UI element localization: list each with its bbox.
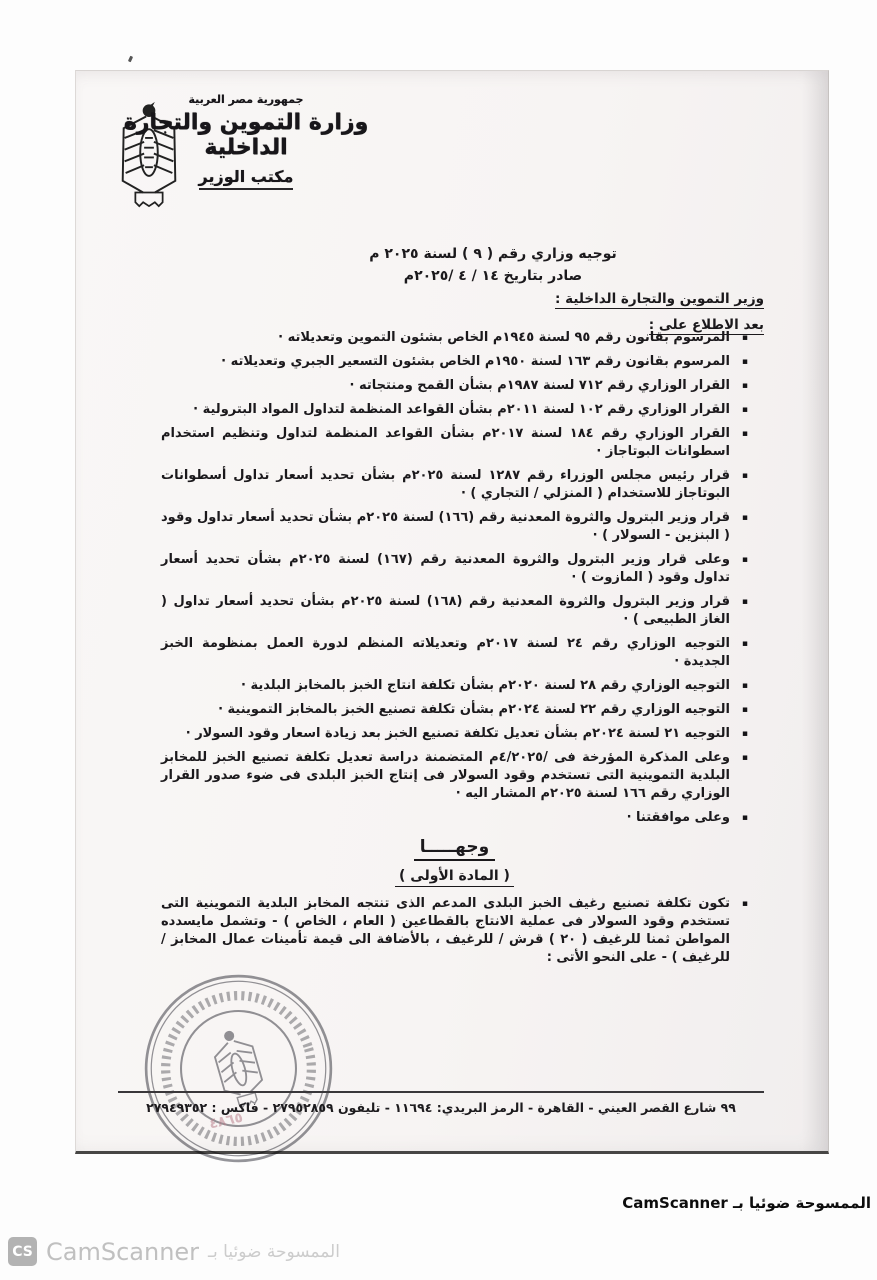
document-page: [75, 70, 829, 1154]
footer-divider: [118, 1091, 764, 1093]
handwritten-note: ٤٨٦٥: [207, 1109, 245, 1133]
camscanner-watermark-left: [8, 1237, 340, 1266]
ministry-name: وزارة التموين والتجارة الداخلية: [123, 110, 369, 160]
bullet-square-icon: [740, 467, 748, 503]
review-item: ▪ وعلى موافقتنا ·: [161, 809, 748, 827]
issue-date-line: صادر بتاريخ ١٤ / ٤ /٢٠٢٥م: [403, 268, 583, 284]
article-one-body: ▪ تكون تكلفة تصنيع رغيف الخبز البلدى المدعم الذى تنتجه المخابز البلدية التموينية التى تستخدم وقود السولار فى عملية الانتاج بالقطاعين ( العام ، الخاص ) - وتشمل مايسدده المواطن ثمنا للرغيف ( ٢٠ ) قرش / للرغيف ، بالأضافة الى قيمة تأمينات عمال المخابز / للرغيف ) - على النحو الأتى :: [161, 895, 748, 967]
camscanner-brand-label: CamScanner: [46, 1237, 200, 1266]
bullet-square-icon: [740, 635, 748, 671]
review-item: ▪ القرار الوزاري رقم ١٨٤ لسنة ٢٠١٧م بشأن القواعد المنظمة لتداول وتنظيم استخدام اسطوانات البوتاجاز ·: [161, 425, 748, 461]
review-item: ▪ قرار وزير البترول والثروة المعدنية رقم (١٦٨) لسنة ٢٠٢٥م بشأن تحديد أسعار تداول ( الغاز الطبيعى ) ·: [161, 593, 748, 629]
bullet-square-icon: [740, 329, 748, 347]
footer-address: ٩٩ شارع القصر العيني - القاهرة - الرمز البريدي: ١١٦٩٤ - تليفون ٢٧٩٥٢٨٥٩ - فاكس : ٢٧٩٤٩٣٥٢: [146, 1100, 736, 1115]
scan-speck: [128, 56, 133, 63]
bullet-square-icon: [740, 701, 748, 719]
bullet-square-icon: [740, 593, 748, 629]
bullet-square-icon: [740, 401, 748, 419]
bullet-square-icon: [740, 377, 748, 395]
bullet-square-icon: [740, 809, 748, 827]
republic-name: جمهورية مصر العربية: [188, 93, 304, 106]
review-item: ▪ التوجيه الوزاري رقم ٢٨ لسنة ٢٠٢٠م بشأن تكلفة انتاج الخبز بالمخابز البلدية ·: [161, 677, 748, 695]
bullet-square-icon: [740, 749, 748, 803]
bullet-square-icon: [740, 895, 748, 967]
review-item: ▪ التوجيه الوزاري رقم ٢٢ لسنة ٢٠٢٤م بشأن تكلفة تصنيع الخبز بالمخابز التموينية ·: [161, 701, 748, 719]
minister-office-label: مكتب الوزير: [199, 167, 294, 190]
directive-number-line: توجيه وزاري رقم ( ٩ ) لسنة ٢٠٢٥ م: [369, 246, 617, 262]
document-body: [161, 329, 748, 973]
review-item: ▪ التوجيه الوزاري رقم ٢٤ لسنة ٢٠١٧م وتعديلاته المنظم لدورة العمل بمنظومة الخبز الجديدة ·: [161, 635, 748, 671]
camscanner-logo-icon: CS: [8, 1237, 37, 1266]
scan-shadow-streak: [802, 71, 828, 1151]
letterhead: [101, 93, 391, 190]
bullet-square-icon: [740, 509, 748, 545]
minister-heading: وزير التموين والتجارة الداخلية :: [555, 291, 764, 307]
review-item: ▪ القرار الوزاري رقم ٧١٢ لسنة ١٩٨٧م بشأن القمح ومنتجاته ·: [161, 377, 748, 395]
review-item: ▪ قرار رئيس مجلس الوزراء رقم ١٢٨٧ لسنة ٢٠٢٥م بشأن تحديد أسعار تداول أسطوانات البوتاجاز للاستخدام ( المنزلي / التجاري ) ·: [161, 467, 748, 503]
review-item: ▪ قرار وزير البترول والثروة المعدنية رقم (١٦٦) لسنة ٢٠٢٥م بشأن تحديد أسعار تداول وقود ( البنزين - السولار ) ·: [161, 509, 748, 545]
camscanner-arabic-label: الممسوحة ضوئيا بـ: [208, 1241, 340, 1262]
bullet-square-icon: [740, 353, 748, 371]
bullet-square-icon: [740, 551, 748, 587]
article-one-title: ( المادة الأولى ): [395, 868, 514, 887]
official-round-stamp-icon: [118, 948, 359, 1189]
review-item: ▪ التوجيه ٢١ لسنة ٢٠٢٤م بشأن تعديل تكلفة تصنيع الخبز بعد زيادة اسعار وقود السولار ·: [161, 725, 748, 743]
camscanner-watermark-right: الممسوحة ضوئيا بـ CamScanner: [622, 1194, 871, 1212]
directive-heading: وجهـــــا: [414, 837, 495, 861]
bullet-square-icon: [740, 425, 748, 461]
review-item: ▪ المرسوم بقانون رقم ١٦٣ لسنة ١٩٥٠م الخاص بشئون التسعير الجبري وتعديلاته ·: [161, 353, 748, 371]
review-item: ▪ وعلى المذكرة المؤرخة فى /٤/٢٠٢٥م المتضمنة دراسة تعديل تكلفة تصنيع الخبز للمخابز البلدية التموينية التى تستخدم وقود السولار فى إنتاج الخبز البلدى فى ضوء صدور القرار الوزاري رقم ١٦٦ لسنة ٢٠٢٥م المشار اليه ·: [161, 749, 748, 803]
review-item: ▪ القرار الوزاري رقم ١٠٢ لسنة ٢٠١١م بشأن القواعد المنظمة لتداول المواد البترولية ·: [161, 401, 748, 419]
bullet-square-icon: [740, 725, 748, 743]
review-item: ▪ المرسوم بقانون رقم ٩٥ لسنة ١٩٤٥م الخاص بشئون التموين وتعديلاته ·: [161, 329, 748, 347]
directive-title-block: [328, 243, 658, 287]
review-item: ▪ وعلى قرار وزير البترول والثروة المعدنية رقم (١٦٧) لسنة ٢٠٢٥م بشأن تحديد أسعار تداول وقود ( المازوت ) ·: [161, 551, 748, 587]
bullet-square-icon: [740, 677, 748, 695]
after-review-heading: بعد الاطلاع على :: [648, 317, 764, 333]
